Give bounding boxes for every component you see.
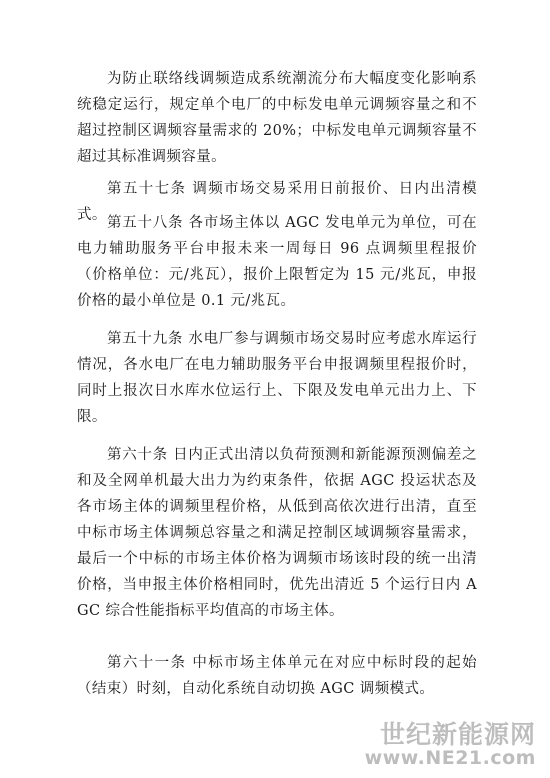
paragraph-article-60: 第六十条 日内正式出清以负荷预测和新能源预测偏差之和及全网单机最大出力为约束条件，依据 AGC 投运状态及各市场主体的调频里程价格，从低到高依次进行出清，直至中标市场主体调频总容量之和满足控制区域调频容量需求，最后一个中标的市场主体价格为调频市场该时段的统一出清价格，当申报主体价格相同时，优先出清近 5 个运行日内 AGC 综合性能指标平均值高的市场主体。	[77, 447, 477, 619]
paragraph-article-61: 第六十一条 中标市场主体单元在对应中标时段的起始（结束）时刻，自动化系统自动切换 AGC 调频模式。	[77, 655, 477, 697]
watermark-site-name: 世纪新能源网	[379, 720, 536, 749]
site-watermark	[365, 722, 536, 768]
paragraph-grid-stability-rule: 为防止联络线调频造成系统潮流分布大幅度变化影响系统稳定运行，规定单个电厂的中标发电单元调频容量之和不超过控制区调频容量需求的 20%；中标发电单元调频容量不超过其标准调频容量。	[77, 71, 477, 165]
paragraph-article-58: 第五十八条 各市场主体以 AGC 发电单元为单位，可在电力辅助服务平台申报未来一周每日 96 点调频里程报价（价格单位：元/兆瓦），报价上限暂定为 15 元/兆瓦，申报价格的最小单位是 0.1 元/兆瓦。	[77, 215, 477, 309]
watermark-url: www.NE21.com	[364, 747, 536, 769]
paragraph-article-59: 第五十九条 水电厂参与调频市场交易时应考虑水库运行情况，各水电厂在电力辅助服务平台申报调频里程报价时，同时上报次日水库水位运行上、下限及发电单元出力上、下限。	[77, 331, 477, 425]
paragraph-article-57: 第五十七条 调频市场交易采用日前报价、日内出清模式。	[77, 181, 477, 223]
